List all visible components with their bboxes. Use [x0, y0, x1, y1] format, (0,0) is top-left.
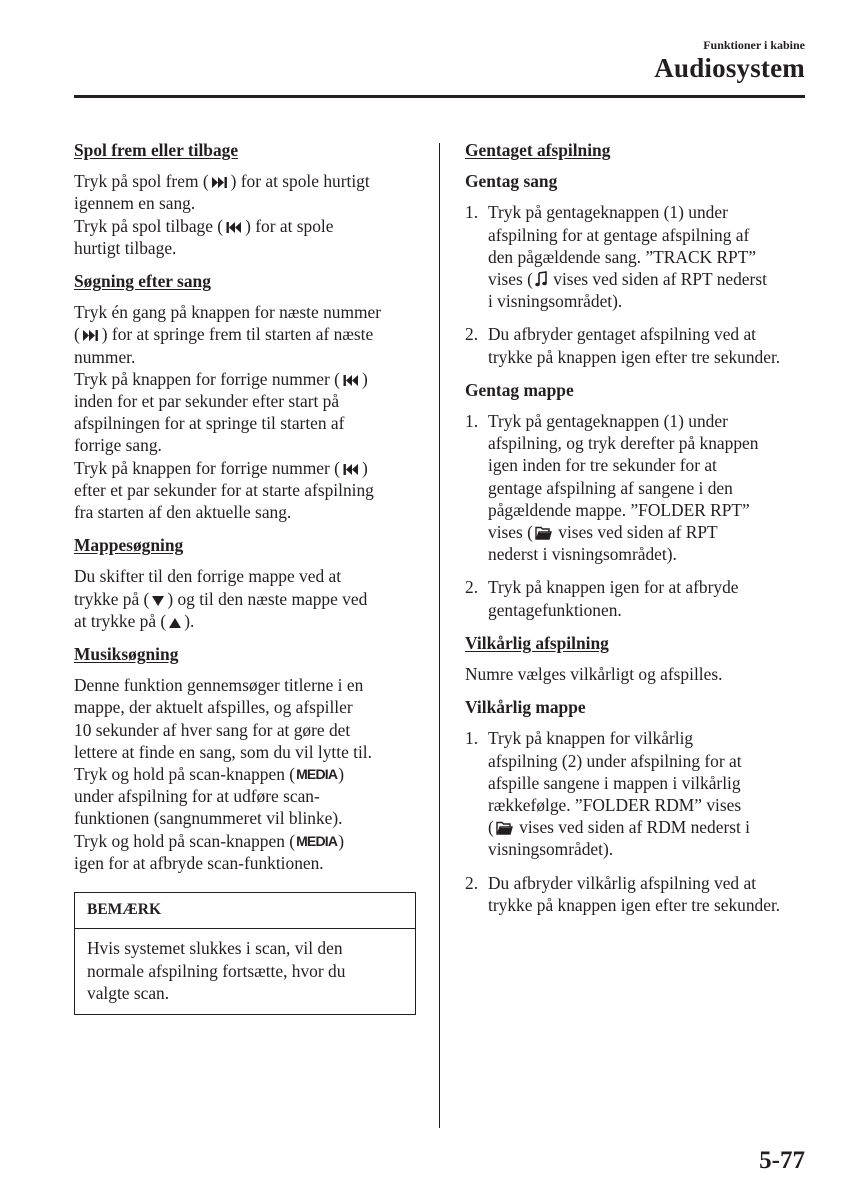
- list-number: 1.: [465, 728, 479, 749]
- text-line: Du afbryder gentaget afspilning ved at: [488, 324, 757, 345]
- subheading-gentag-mappe: Gentag mappe: [465, 379, 574, 400]
- text-line: Tryk på spol frem ( ) for at spole hurtigt: [74, 171, 370, 192]
- text-line: gentagefunktionen.: [488, 599, 622, 620]
- text-line: normale afspilning fortsætte, hvor du: [87, 960, 346, 981]
- text-line: igen for at afbryde scan-funktionen.: [74, 852, 324, 873]
- down-triangle-icon: [151, 595, 165, 607]
- text-line: afspilningen for at springe til starten af: [74, 413, 345, 434]
- skip-back-icon: [342, 374, 360, 387]
- text-line: nederst i visningsområdet).: [488, 544, 677, 565]
- right-column: [465, 139, 810, 927]
- text-line: Du skifter til den forrige mappe ved at: [74, 566, 342, 587]
- heading-vilkaarlig: Vilkårlig afspilning: [465, 632, 609, 653]
- list-body: [488, 872, 810, 916]
- text-line: efter et par sekunder for at starte afspilning: [74, 479, 374, 500]
- left-column: [74, 139, 419, 1015]
- list-body: [488, 201, 810, 312]
- text-line: gentage afspilning af sangene i den: [488, 477, 733, 498]
- text-line: igen inden for tre sekunder for at: [488, 455, 717, 476]
- text-line: trykke på knappen igen efter tre sekunder.: [488, 346, 781, 367]
- page-number: 5-77: [759, 1147, 805, 1174]
- page-title: Audiosystem: [654, 53, 805, 83]
- text-line: pågældende mappe. ”FOLDER RPT”: [488, 499, 750, 520]
- list-number: 1.: [465, 202, 479, 223]
- text-line: fra starten af den aktuelle sang.: [74, 502, 292, 523]
- text-line: Du afbryder vilkårlig afspilning ved at: [488, 872, 757, 893]
- text-line: Denne funktion gennemsøger titlerne i en: [74, 675, 364, 696]
- text-line: under afspilning for at udføre scan-: [74, 786, 320, 807]
- text-line: trykke på ( ) og til den næste mappe ved: [74, 588, 368, 609]
- header-divider: [74, 95, 805, 98]
- heading-gentaget: Gentaget afspilning: [465, 140, 611, 160]
- list-number: 2.: [465, 872, 479, 893]
- text-line: vises ( vises ved siden af RPT nederst: [488, 269, 767, 290]
- heading-mappe: Mappesøgning: [74, 535, 184, 556]
- text-line: hurtigt tilbage.: [74, 237, 177, 258]
- subheading-gentag-sang: Gentag sang: [465, 171, 558, 192]
- text-line: 10 sekunder af hver sang for at gøre det: [74, 719, 351, 740]
- subheading-vilkaarlig-mappe: Vilkårlig mappe: [465, 697, 586, 718]
- text-line: Tryk på gentageknappen (1) under: [488, 411, 728, 432]
- text-line: Tryk på knappen for forrige nummer ( ): [74, 457, 368, 478]
- text-line: visningsområdet).: [488, 839, 614, 860]
- paragraph-vilkaarlig: Numre vælges vilkårligt og afspilles.: [465, 664, 723, 685]
- list-item: [465, 576, 810, 620]
- paragraph-spol: [74, 170, 419, 259]
- skip-forward-icon: [82, 329, 100, 342]
- list-number: 2.: [465, 324, 479, 345]
- folder-icon: [496, 821, 513, 835]
- list-item: [465, 410, 810, 565]
- list-item: [465, 727, 810, 860]
- text-line: mappe, der aktuelt afspilles, og afspiller: [74, 697, 353, 718]
- text-line: afspille sangene i mappen i vilkårlig: [488, 772, 741, 793]
- skip-back-icon: [342, 463, 360, 476]
- list-body: [488, 727, 810, 860]
- text-line: inden for et par sekunder efter start på: [74, 391, 340, 412]
- text-line: Tryk på spol tilbage ( ) for at spole: [74, 215, 334, 236]
- text-line: forrige sang.: [74, 435, 162, 456]
- list-item: [465, 872, 810, 916]
- text-line: vises ( vises ved siden af RPT: [488, 522, 718, 543]
- section-label: Funktioner i kabine: [703, 38, 805, 52]
- text-line: den pågældende sang. ”TRACK RPT”: [488, 246, 757, 267]
- text-line: Tryk én gang på knappen for næste nummer: [74, 302, 382, 323]
- list-gentag-mappe: [465, 410, 810, 621]
- text-line: Hvis systemet slukkes i scan, vil den: [87, 938, 343, 959]
- list-gentag-sang: [465, 201, 810, 367]
- music-note-icon: [535, 271, 547, 287]
- text-line: ( ) for at springe frem til starten af næste: [74, 324, 374, 345]
- note-heading: BEMÆRK: [75, 893, 415, 929]
- text-line: rækkefølge. ”FOLDER RDM” vises: [488, 795, 742, 816]
- text-line: Tryk på knappen for forrige nummer ( ): [74, 368, 368, 389]
- text-line: trykke på knappen igen efter tre sekunder.: [488, 894, 781, 915]
- list-body: [488, 323, 810, 367]
- text-line: funktionen (sangnummeret vil blinke).: [74, 808, 343, 829]
- list-number: 1.: [465, 411, 479, 432]
- list-item: [465, 201, 810, 312]
- paragraph-sogning: [74, 301, 419, 523]
- text-line: nummer.: [74, 346, 136, 367]
- list-body: [488, 576, 810, 620]
- list-body: [488, 410, 810, 565]
- note-body: [75, 929, 415, 1014]
- skip-forward-icon: [211, 176, 229, 189]
- skip-back-icon: [225, 221, 243, 234]
- paragraph-musik: [74, 674, 419, 874]
- paragraph-mappe: [74, 565, 419, 632]
- media-key-icon: MEDIA: [296, 766, 338, 783]
- column-divider: [439, 143, 440, 1128]
- text-line: afspilning (2) under afspilning for at: [488, 750, 742, 771]
- list-item: [465, 323, 810, 367]
- note-box: [74, 892, 416, 1015]
- text-line: Tryk på knappen igen for at afbryde: [488, 577, 739, 598]
- text-line: ( vises ved siden af RDM nederst i: [488, 817, 751, 838]
- text-line: Tryk og hold på scan-knappen (MEDIA): [74, 830, 344, 851]
- media-key-icon: MEDIA: [296, 832, 338, 849]
- text-line: Tryk på knappen for vilkårlig: [488, 728, 694, 749]
- list-number: 2.: [465, 577, 479, 598]
- text-line: i visningsområdet).: [488, 291, 623, 312]
- heading-sogning: Søgning efter sang: [74, 271, 211, 292]
- heading-musik: Musiksøgning: [74, 644, 179, 665]
- text-line: igennem en sang.: [74, 193, 196, 214]
- text-line: valgte scan.: [87, 982, 170, 1003]
- heading-spol: Spol frem eller tilbage: [74, 140, 239, 160]
- text-line: afspilning for at gentage afspilning af: [488, 224, 750, 245]
- list-vilkaarlig-mappe: [465, 727, 810, 916]
- text-line: Tryk på gentageknappen (1) under: [488, 202, 728, 223]
- text-line: afspilning, og tryk derefter på knappen: [488, 433, 759, 454]
- up-triangle-icon: [168, 617, 182, 629]
- text-line: lettere at finde en sang, som du vil lytte til.: [74, 741, 372, 762]
- text-line: at trykke på ( ).: [74, 610, 195, 631]
- text-line: Tryk og hold på scan-knappen (MEDIA): [74, 764, 344, 785]
- folder-icon: [535, 526, 552, 540]
